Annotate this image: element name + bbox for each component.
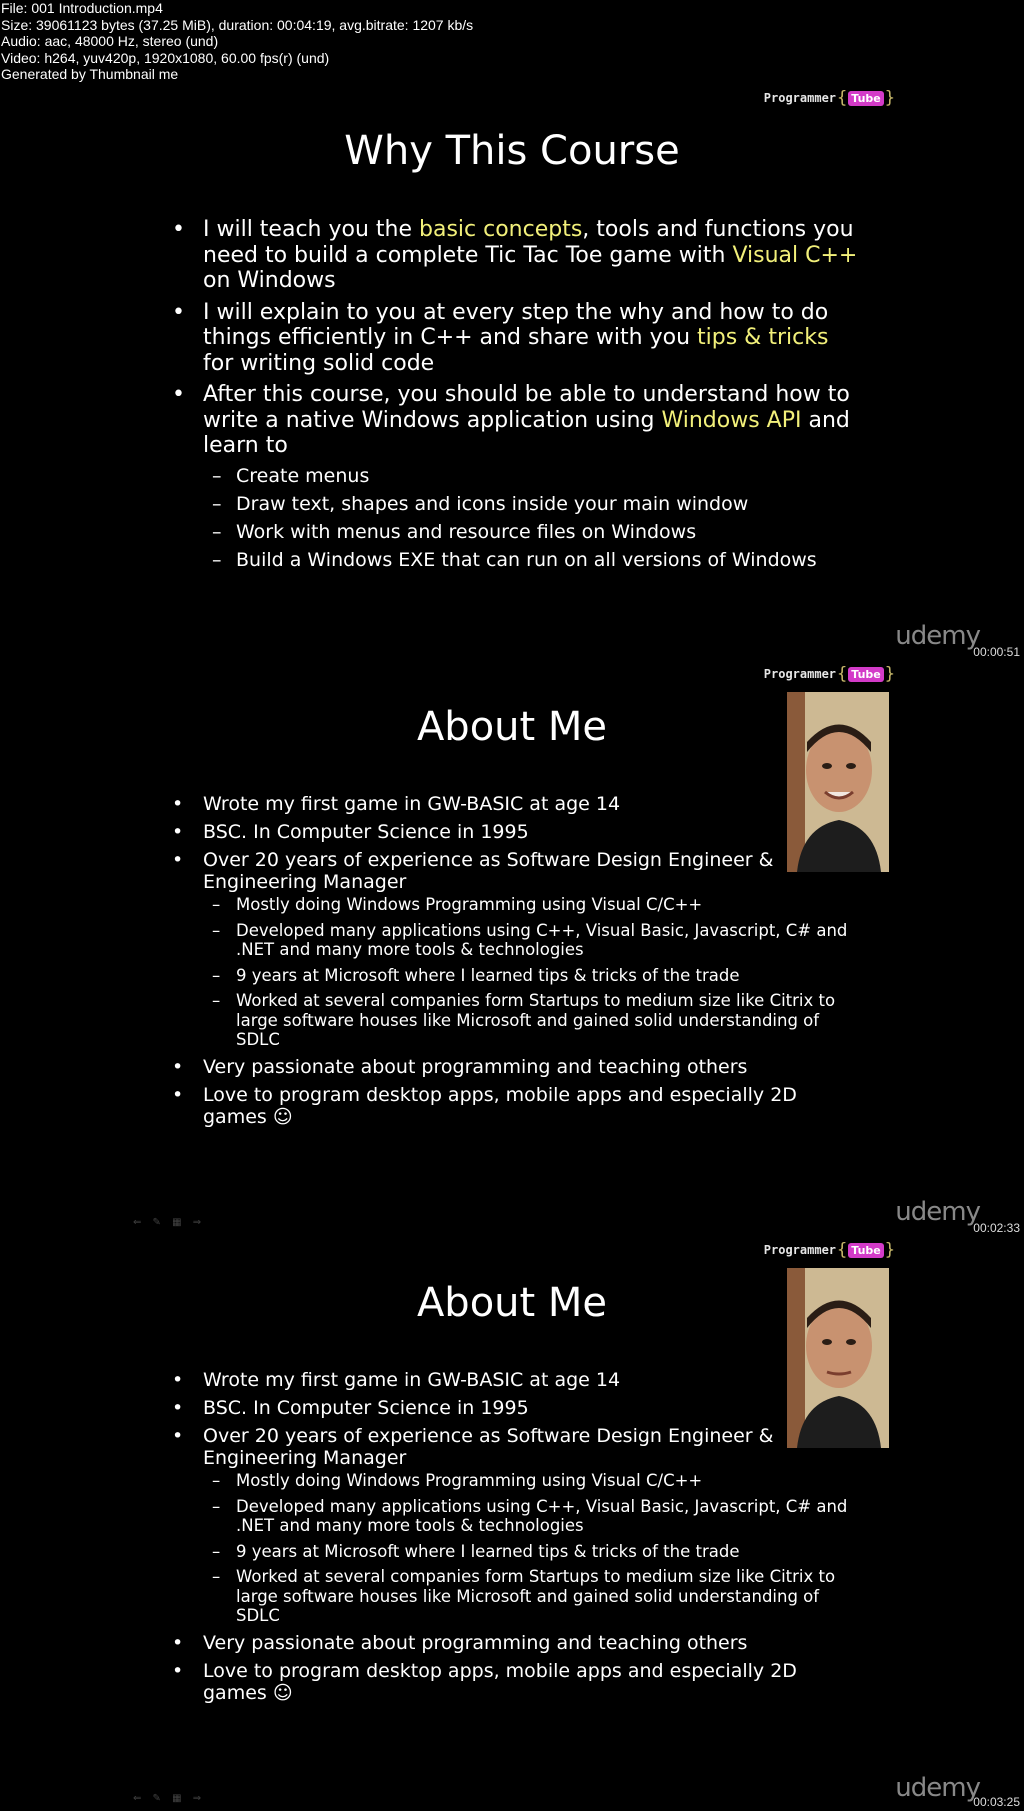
logo-text: Programmer (763, 1243, 837, 1257)
highlight-text: basic concepts (419, 217, 583, 242)
sub-bullet-item: – Developed many applications using C++, Visual Basic, Javascript, C# and .NET and many more tools & technologies (172, 921, 862, 960)
logo-tube-badge: Tube (848, 667, 883, 682)
bullet-item: • Over 20 years of experience as Software Design Engineer & Engineering Manager (172, 849, 862, 893)
bullet-item: • I will explain to you at every step the why and how to do things efficiently in C++ and share with you tips & tricks for writing solid code (172, 300, 862, 377)
frame-timestamp: 00:03:25 (973, 1795, 1020, 1809)
file-info-line: Generated by Thumbnail me (1, 66, 179, 82)
udemy-watermark: udemy (895, 1773, 980, 1803)
bullet-list (172, 793, 862, 1134)
sub-bullet-item: – 9 years at Microsoft where I learned tips & tricks of the trade (172, 966, 862, 986)
sub-bullet-item: – Work with menus and resource files on Windows (172, 521, 862, 543)
file-info-line: Video: h264, yuv420p, 1920x1080, 60.00 fps(r) (und) (1, 49, 330, 66)
udemy-watermark: udemy (895, 621, 980, 651)
slide-nav-icons: ⇐ ✎ ▦ ⇒ (133, 1793, 206, 1804)
file-info-line: Size: 39061123 bytes (37.25 MiB), duration: 00:04:19, avg.bitrate: 1207 kb/s (1, 16, 474, 33)
frame-timestamp: 00:02:33 (973, 1221, 1020, 1235)
programmer-tube-logo (764, 88, 895, 108)
programmer-tube-logo (764, 1240, 895, 1260)
bullet-item: • Wrote my first game in GW-BASIC at age 14 (172, 793, 862, 815)
bullet-item: • Wrote my first game in GW-BASIC at age 14 (172, 1369, 862, 1391)
highlight-text: tips & tricks (697, 325, 829, 350)
udemy-watermark: udemy (895, 1197, 980, 1227)
programmer-tube-logo (764, 664, 895, 684)
bullet-list (172, 217, 862, 577)
logo-brace: { (837, 664, 848, 684)
bullet-item: • Very passionate about programming and teaching others (172, 1632, 862, 1654)
logo-tube-badge: Tube (848, 91, 883, 106)
highlight-text: Windows API (661, 407, 802, 433)
logo-brace: { (837, 88, 848, 108)
sub-bullet-item: – Developed many applications using C++, Visual Basic, Javascript, C# and .NET and many more tools & technologies (172, 1497, 862, 1536)
bullet-item: • BSC. In Computer Science in 1995 (172, 821, 862, 843)
sub-bullet-item: – Build a Windows EXE that can run on all versions of Windows (172, 549, 862, 571)
sub-bullet-item: – 9 years at Microsoft where I learned tips & tricks of the trade (172, 1542, 862, 1562)
logo-brace: { (837, 1240, 848, 1260)
logo-text: Programmer (763, 91, 837, 105)
bullet-item: • After this course, you should be able to understand how to write a native Windows application using Windows API and learn to (172, 382, 862, 459)
highlight-text: Visual C++ (732, 242, 858, 268)
file-info-header (1, 0, 473, 83)
sub-bullet-item: – Mostly doing Windows Programming using Visual C/C++ (172, 1471, 862, 1491)
sub-bullet-item: – Draw text, shapes and icons inside your main window (172, 493, 862, 515)
logo-brace: } (884, 88, 895, 108)
sub-bullet-item: – Worked at several companies form Startups to medium size like Citrix to large software houses like Microsoft and gained solid understanding of SDLC (172, 1567, 862, 1626)
bullet-item: • Very passionate about programming and teaching others (172, 1056, 862, 1078)
video-frame-2 (0, 652, 1024, 1235)
sub-bullet-item: – Create menus (172, 465, 862, 487)
video-frame-1 (0, 76, 1024, 659)
logo-text: Programmer (763, 667, 837, 681)
video-frame-3 (0, 1228, 1024, 1809)
sub-bullet-item: – Mostly doing Windows Programming using Visual C/C++ (172, 895, 862, 915)
file-info-line: Audio: aac, 48000 Hz, stereo (und) (1, 33, 219, 49)
logo-brace: } (884, 1240, 895, 1260)
bullet-list (172, 1369, 862, 1710)
bullet-item: • Love to program desktop apps, mobile apps and especially 2D games ☺ (172, 1660, 862, 1704)
sub-bullet-item: – Worked at several companies form Startups to medium size like Citrix to large software houses like Microsoft and gained solid understanding of SDLC (172, 991, 862, 1050)
bullet-item: • Love to program desktop apps, mobile apps and especially 2D games ☺ (172, 1084, 862, 1128)
slide-title: About Me (416, 1280, 608, 1326)
slide-title: Why This Course (344, 128, 680, 174)
slide-nav-icons: ⇐ ✎ ▦ ⇒ (133, 1217, 206, 1228)
logo-tube-badge: Tube (848, 1243, 883, 1258)
file-info-line: File: 001 Introduction.mp4 (1, 0, 163, 16)
bullet-item: • I will teach you the basic concepts, tools and functions you need to build a complete Tic Tac Toe game with Visual C++ on Windows (172, 217, 862, 294)
bullet-item: • BSC. In Computer Science in 1995 (172, 1397, 862, 1419)
bullet-item: • Over 20 years of experience as Software Design Engineer & Engineering Manager (172, 1425, 862, 1469)
frame-timestamp: 00:00:51 (973, 645, 1020, 659)
slide-title: About Me (416, 704, 608, 750)
logo-brace: } (884, 664, 895, 684)
